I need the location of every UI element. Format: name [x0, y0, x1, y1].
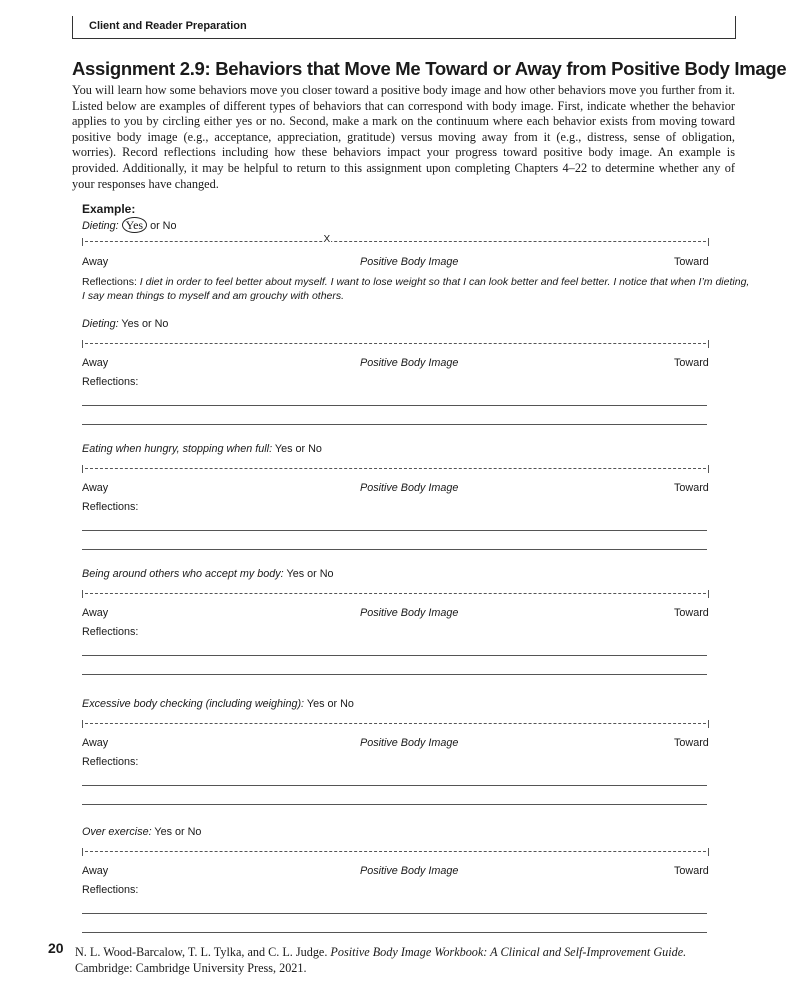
example-behavior: Dieting: [82, 220, 119, 232]
reflection-write-line[interactable] [82, 932, 707, 933]
running-header [72, 16, 736, 39]
behavior-label: Eating when hungry, stopping when full: Yes or No [82, 443, 322, 455]
citation: N. L. Wood-Barcalow, T. L. Tylka, and C. L. Judge. Positive Body Image Workbook: A Clinical and Self-Improvement Guide. Cambridge: Cambridge University Press, 2021. [75, 945, 687, 975]
example-heading: Example: [82, 202, 136, 216]
reflection-write-line[interactable] [82, 804, 707, 805]
reflections-label: Reflections: [82, 376, 139, 388]
behavior-label: Over exercise: Yes or No [82, 826, 202, 838]
scale-middle: Positive Body Image [360, 865, 459, 877]
reflections-label: Reflections: [82, 884, 139, 896]
scale-away: Away [82, 482, 109, 494]
continuum-line[interactable] [82, 340, 709, 348]
scale-middle: Positive Body Image [360, 357, 459, 369]
reflection-write-line[interactable] [82, 549, 707, 550]
instructions-paragraph: You will learn how some behaviors move you closer toward a positive body image and how other behaviors move you further from it. Listed below are examples of different types of behaviors that can correspond with body image. First, indicate whether the behavior applies to you by circling either yes or no. Second, make a mark on the continuum where each behavior exists from moving toward positive body image (e.g., acceptance, appreciation, gratitude) versus moving away from it (e.g., distress, sense of obligation, worries). Record reflections including how these behaviors impact your progress toward positive body image. An example is provided. Additionally, it may be helpful to return to this assignment upon completing Chapters 4–22 to determine whether any of your responses have changed. [72, 83, 735, 191]
reflections-label: Reflections: [82, 756, 139, 768]
running-header-text: Client and Reader Preparation [89, 20, 247, 32]
reflection-write-line[interactable] [82, 655, 707, 656]
continuum-line[interactable] [82, 465, 709, 473]
scale-away: Away [82, 865, 109, 877]
reflection-write-line[interactable] [82, 424, 707, 425]
example-continuum [82, 234, 709, 246]
reflection-write-line[interactable] [82, 913, 707, 914]
behavior-label: Dieting: Yes or No [82, 318, 169, 330]
reflections-label: Reflections: [82, 626, 139, 638]
scale-toward: Toward [674, 256, 709, 268]
example-reflection-line-2: I say mean things to myself and am grouchy with others. [82, 290, 345, 302]
scale-away: Away [82, 256, 109, 268]
scale-toward: Toward [674, 482, 709, 494]
continuum-line[interactable] [82, 848, 709, 856]
scale-toward: Toward [674, 737, 709, 749]
scale-away: Away [82, 737, 109, 749]
example-or-no: or No [150, 220, 177, 232]
example-behavior-line [82, 217, 176, 233]
reflection-write-line[interactable] [82, 785, 707, 786]
reflection-write-line[interactable] [82, 530, 707, 531]
behavior-label: Being around others who accept my body: Yes or No [82, 568, 334, 580]
continuum-mark: X [323, 234, 331, 245]
scale-middle: Positive Body Image [360, 256, 459, 268]
scale-away: Away [82, 607, 109, 619]
scale-middle: Positive Body Image [360, 607, 459, 619]
reflections-label: Reflections: [82, 501, 139, 513]
reflection-write-line[interactable] [82, 405, 707, 406]
scale-toward: Toward [674, 357, 709, 369]
scale-toward: Toward [674, 607, 709, 619]
assignment-title: Assignment 2.9: Behaviors that Move Me Toward or Away from Positive Body Image [72, 58, 787, 79]
page-number: 20 [48, 940, 64, 956]
scale-middle: Positive Body Image [360, 482, 459, 494]
continuum-line[interactable] [82, 720, 709, 728]
scale-middle: Positive Body Image [360, 737, 459, 749]
reflection-write-line[interactable] [82, 674, 707, 675]
circled-yes: Yes [122, 217, 147, 233]
example-reflection-line-1: Reflections: I diet in order to feel better about myself. I want to lose weight so that I can look better and feel better. I notice that when I’m dieting, [82, 276, 750, 288]
behavior-label: Excessive body checking (including weighing): Yes or No [82, 698, 354, 710]
scale-away: Away [82, 357, 109, 369]
continuum-line[interactable] [82, 590, 709, 598]
scale-toward: Toward [674, 865, 709, 877]
